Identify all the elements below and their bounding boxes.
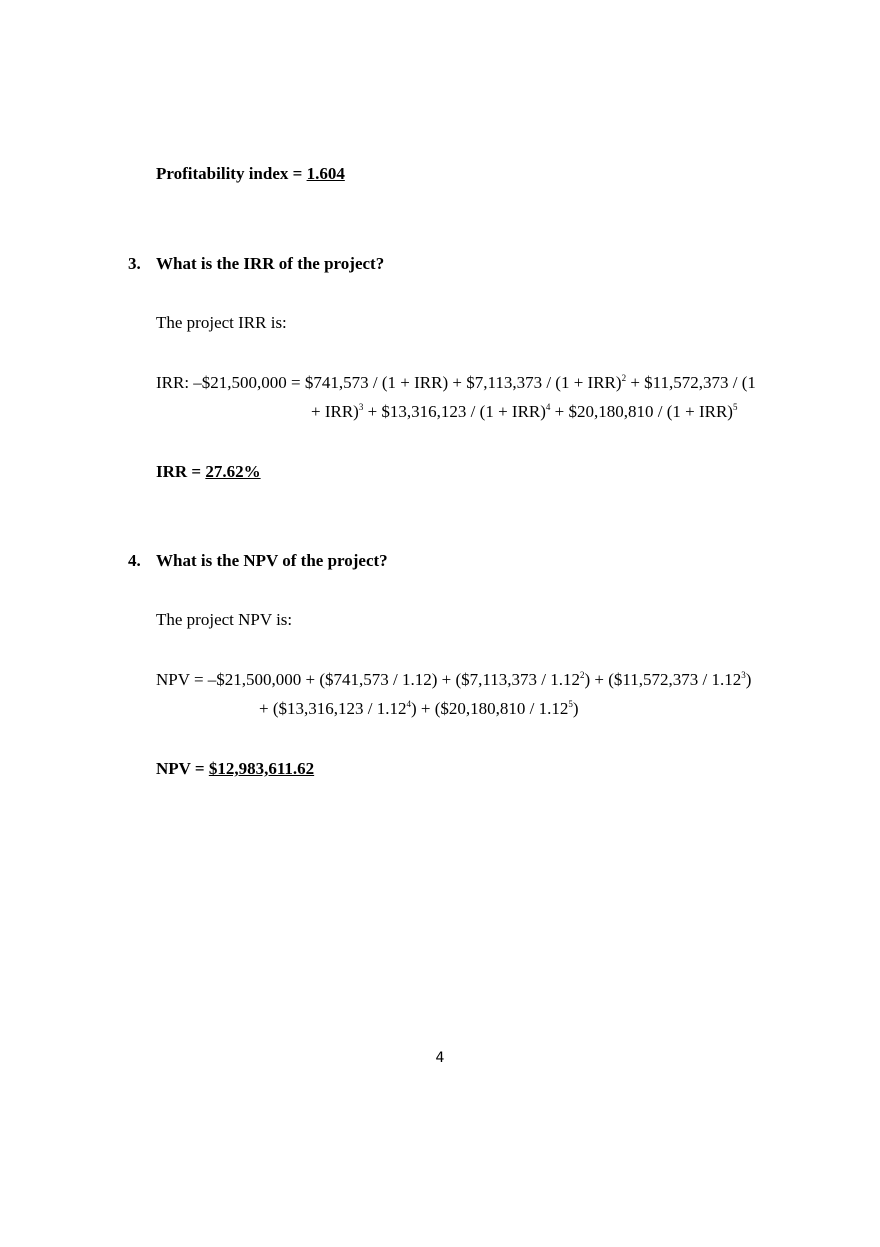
- irr-result-value: 27.62%: [205, 462, 261, 481]
- npv-eq1-exp1: 2: [580, 670, 585, 680]
- irr-eq2-part3: + $20,180,810 / (1 + IRR): [550, 402, 733, 421]
- irr-equation-line-2: [311, 402, 737, 422]
- irr-result-label: IRR =: [156, 462, 206, 481]
- irr-eq2-exp1: 3: [358, 402, 364, 412]
- profitability-index-label: Profitability index =: [156, 164, 307, 183]
- npv-eq1-part3: ): [745, 670, 752, 689]
- npv-eq2-exp2: 5: [568, 699, 573, 709]
- npv-result-value: $12,983,611.62: [208, 759, 315, 778]
- profitability-index-value: 1.604: [306, 164, 345, 183]
- question-3-text: What is the IRR of the project?: [156, 254, 385, 273]
- question-4-text: What is the NPV of the project?: [156, 551, 388, 570]
- npv-eq2-part1: + ($13,316,123 / 1.12: [259, 699, 407, 718]
- npv-intro: The project NPV is:: [156, 610, 293, 629]
- npv-result-label: NPV =: [156, 759, 209, 778]
- irr-eq2-exp2: 4: [545, 402, 551, 412]
- question-3-number: 3.: [128, 254, 141, 273]
- npv-eq1-part2: ) + ($11,572,373 / 1.12: [584, 670, 742, 689]
- npv-eq2-part2: ) + ($20,180,810 / 1.12: [410, 699, 569, 718]
- npv-equation-line-2: [259, 699, 579, 719]
- question-4-number: 4.: [128, 551, 141, 570]
- irr-eq1-exp1: 2: [621, 373, 627, 383]
- npv-result-line: [156, 759, 314, 779]
- irr-intro: The project IRR is:: [156, 313, 287, 332]
- irr-eq2-part1: + IRR): [311, 402, 359, 421]
- npv-eq2-part3: ): [572, 699, 579, 718]
- irr-eq2-exp3: 5: [732, 402, 738, 412]
- profitability-index-line: [156, 164, 345, 184]
- irr-eq1-part2: + $11,572,373 / (1: [626, 373, 756, 392]
- npv-eq1-exp2: 3: [741, 670, 746, 680]
- npv-eq1-part1: NPV = –$21,500,000 + ($741,573 / 1.12) + ($7,113,373 / 1.12: [156, 670, 581, 689]
- npv-eq2-exp1: 4: [406, 699, 411, 709]
- irr-equation-line-1: [156, 373, 756, 393]
- page-number: 4: [435, 1050, 445, 1066]
- irr-result-line: [156, 462, 261, 482]
- irr-eq1-part1: IRR: –$21,500,000 = $741,573 / (1 + IRR) + $7,113,373 / (1 + IRR): [156, 373, 622, 392]
- npv-equation-line-1: [156, 670, 751, 690]
- irr-eq2-part2: + $13,316,123 / (1 + IRR): [363, 402, 546, 421]
